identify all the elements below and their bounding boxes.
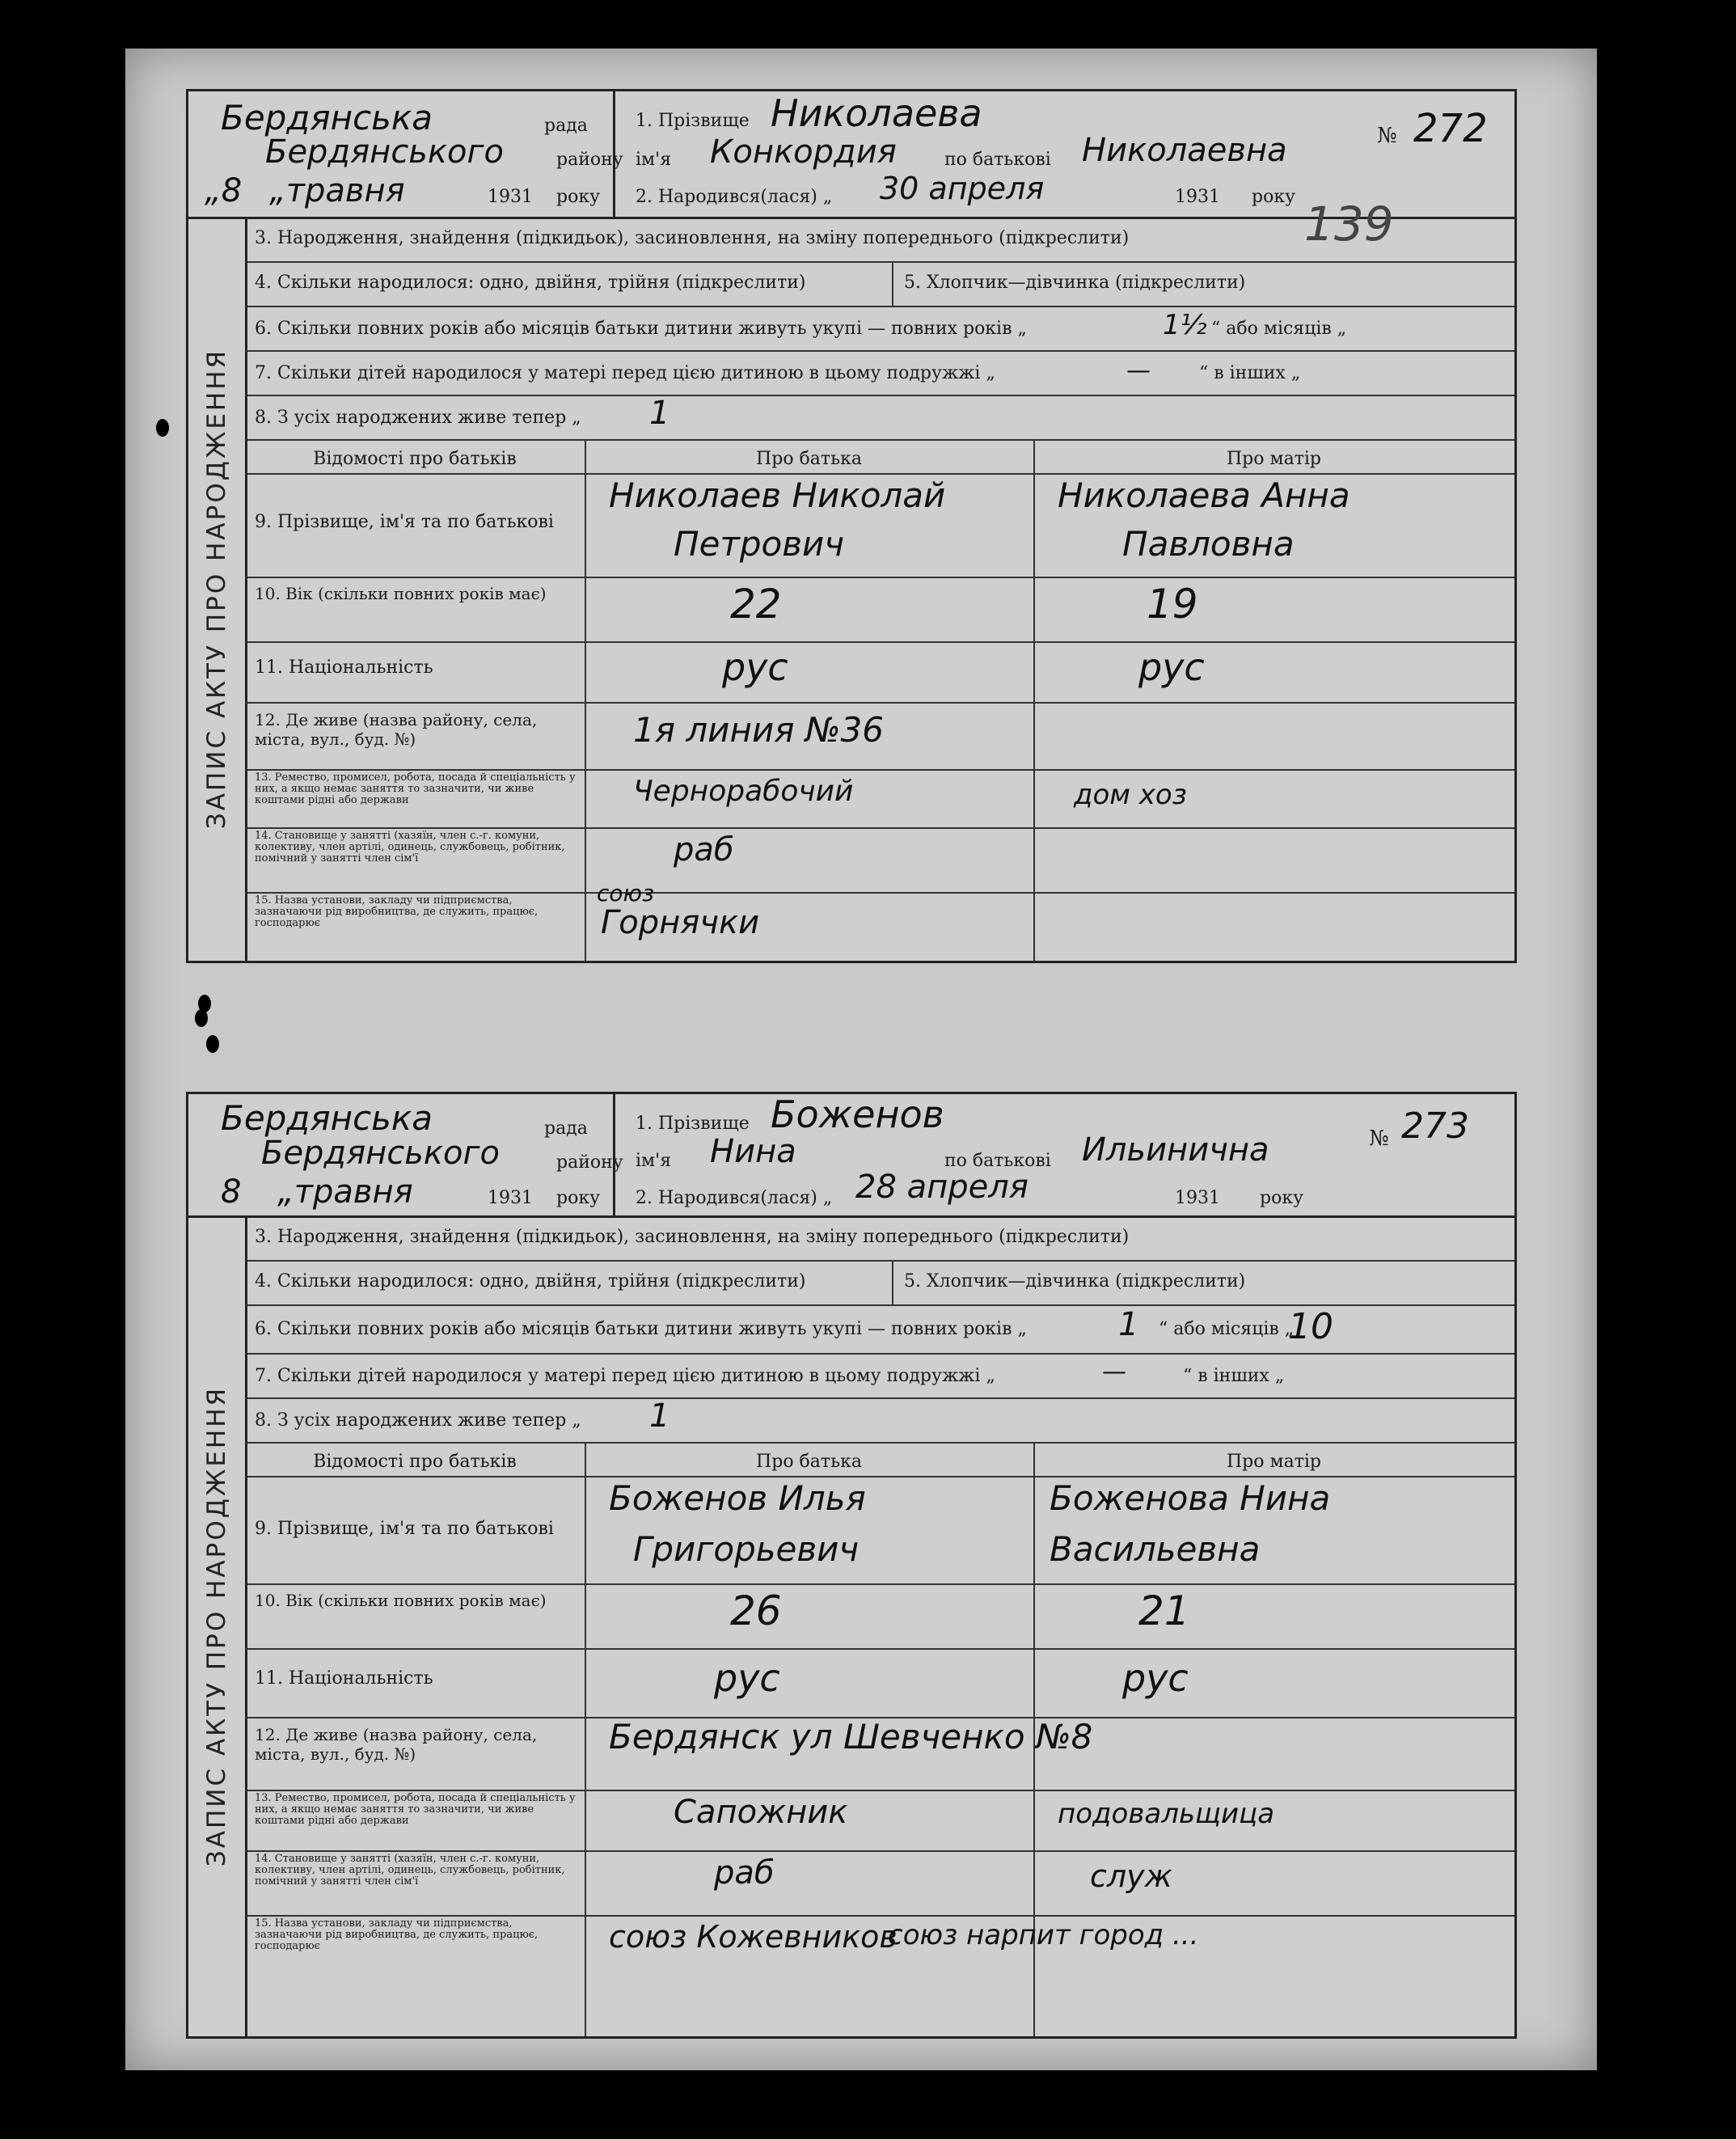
record-1-body xyxy=(245,217,1514,961)
row-6-years: 1 xyxy=(1118,1306,1139,1343)
district-handwritten: Бердянського xyxy=(261,1135,500,1172)
father-age: 22 xyxy=(730,581,782,628)
row-4-5 xyxy=(245,261,1514,307)
year-label: 1931 xyxy=(488,1188,533,1208)
punch-hole xyxy=(198,995,211,1012)
patronymic-label: по батькові xyxy=(944,150,1051,170)
father-status: раб xyxy=(714,1854,775,1892)
row-7-suffix: “ в інших „ xyxy=(1183,1366,1285,1386)
parents-header-label: Відомості про батьків xyxy=(313,1452,517,1472)
row-6-suffix: “ або місяців „ xyxy=(1211,319,1347,339)
father-name-2: Петрович xyxy=(674,524,845,564)
father-name-1: Николаев Николай xyxy=(609,476,946,515)
parents-col-labels xyxy=(245,439,586,961)
row-9-label: 9. Прізвище, ім'я та по батькові xyxy=(255,1519,554,1539)
mother-workplace: союз нарпит город ... xyxy=(888,1919,1199,1951)
row-8-value: 1 xyxy=(649,395,670,432)
surname-handwritten: Боженов xyxy=(771,1093,944,1136)
mother-column xyxy=(1033,439,1514,961)
record-1-header-place xyxy=(188,91,623,217)
row-6-label: 6. Скільки повних років або місяців батьки дитини живуть укупі — повних років „ xyxy=(255,1319,1027,1339)
row-10-label: 10. Вік (скільки повних років має) xyxy=(255,1591,547,1610)
father-name-1: Боженов Илья xyxy=(609,1478,866,1518)
father-header: Про батька xyxy=(756,1452,862,1472)
row-7-label: 7. Скільки дітей народилося у матері перед цією дитиною в цьому подружжі „ xyxy=(255,1366,995,1386)
father-workplace-2: Горнячки xyxy=(601,904,760,941)
punch-hole xyxy=(156,419,169,437)
council-handwritten: Бердянська xyxy=(221,1098,433,1138)
row-4-label: 4. Скільки народилося: одно, двійня, трійня (підкреслити) xyxy=(255,1271,806,1291)
year-label: 1931 xyxy=(488,187,533,207)
record-number-handwritten: 272 xyxy=(1413,106,1488,151)
row-8 xyxy=(245,395,1514,441)
row-14-label: 14. Становище у занятті (хазяїн, член с.-г. комуни, колективу, член артілі, одинець, службовець, робітник, помічний у занятті член сім'ї xyxy=(255,1853,565,1887)
mother-name-2: Васильевна xyxy=(1050,1529,1261,1569)
council-label: рада xyxy=(544,116,588,136)
mother-nationality: рус xyxy=(1122,1656,1189,1700)
born-year-label: 1931 xyxy=(1175,187,1220,207)
mother-name-1: Боженова Нина xyxy=(1050,1478,1331,1518)
district-handwritten: Бердянського xyxy=(265,133,504,171)
record-2-header-number xyxy=(1361,1094,1514,1215)
council-handwritten: Бердянська xyxy=(221,98,433,137)
father-workplace-1: союз xyxy=(597,880,654,907)
mother-status: служ xyxy=(1090,1858,1172,1894)
row-4-label: 4. Скільки народилося: одно, двійня, трійня (підкреслити) xyxy=(255,273,806,293)
mother-header: Про матір xyxy=(1226,449,1322,469)
row-7-suffix: “ в інших „ xyxy=(1199,363,1301,383)
born-date-handwritten: 30 апреля xyxy=(880,171,1045,206)
patronymic-label: по батькові xyxy=(944,1151,1051,1171)
side-title-text: ЗАПИС АКТУ ПРО НАРОДЖЕННЯ xyxy=(202,1385,231,1866)
name-label: ім'я xyxy=(636,150,672,170)
record-1-header-number xyxy=(1304,91,1514,252)
father-status: раб xyxy=(674,831,734,869)
number-label: № xyxy=(1369,1127,1389,1151)
row-6-years: 1½ xyxy=(1163,309,1207,341)
row-14-label: 14. Становище у занятті (хазяїн, член с.-г. комуни, колективу, член артілі, одинець, службовець, робітник, помічний у занятті член сім'ї xyxy=(255,830,565,864)
district-label: району xyxy=(556,1152,623,1173)
father-header: Про батька xyxy=(756,449,862,469)
patronymic-handwritten: Николаевна xyxy=(1082,132,1287,169)
row-7-value: — xyxy=(1126,357,1151,385)
mother-name-2: Павловна xyxy=(1122,524,1295,564)
born-label: 2. Народився(лася) „ xyxy=(636,187,833,207)
row-6-label: 6. Скільки повних років або місяців батьки дитини живуть укупі — повних років „ xyxy=(255,319,1027,339)
side-title-text: ЗАПИС АКТУ ПРО НАРОДЖЕННЯ xyxy=(202,348,231,830)
patronymic-handwritten: Ильинична xyxy=(1082,1131,1269,1169)
date-day-handwritten: „8 xyxy=(205,172,243,209)
surname-handwritten: Николаева xyxy=(771,91,982,135)
record-2 xyxy=(186,1092,1517,2039)
record-1-side-title xyxy=(188,217,247,961)
row-15-label: 15. Назва установи, закладу чи підприємства, зазначаючи рід виробництва, де служить, працює, господарює xyxy=(255,894,539,929)
year-suffix-label: року xyxy=(556,187,601,207)
name-handwritten: Нина xyxy=(710,1133,796,1170)
row-5-label: 5. Хлопчик—дівчинка (підкреслити) xyxy=(904,1271,1246,1291)
father-nationality: рус xyxy=(722,645,788,689)
born-label: 2. Народився(лася) „ xyxy=(636,1188,833,1208)
name-label: ім'я xyxy=(636,1151,672,1171)
parents-header-label: Відомості про батьків xyxy=(313,449,517,469)
row-8-label: 8. З усіх народжених живе тепер „ xyxy=(255,1410,581,1431)
document-sheet xyxy=(125,49,1597,2070)
year-suffix-label: року xyxy=(556,1188,601,1208)
row-12-label: 12. Де живе (назва району, села, міста, вул., буд. №) xyxy=(255,1725,538,1764)
parents-table xyxy=(245,439,1514,961)
row-3 xyxy=(245,1215,1514,1262)
page-number-handwritten: 139 xyxy=(1304,197,1394,252)
record-2-header-child xyxy=(613,1094,1357,1215)
row-15-label: 15. Назва установи, закладу чи підприємства, зазначаючи рід виробництва, де служить, працює, господарює xyxy=(255,1917,539,1952)
date-month-handwritten: „травня xyxy=(277,1173,413,1211)
row-12-label: 12. Де живе (назва району, села, міста, вул., буд. №) xyxy=(255,710,538,749)
mother-occupation: дом хоз xyxy=(1074,779,1187,811)
mother-header: Про матір xyxy=(1226,1452,1322,1472)
row-7-label: 7. Скільки дітей народилося у матері перед цією дитиною в цьому подружжі „ xyxy=(255,363,995,383)
born-year-label: 1931 xyxy=(1175,1188,1220,1208)
born-year-suffix: року xyxy=(1252,187,1296,207)
row-10-label: 10. Вік (скільки повних років має) xyxy=(255,584,547,603)
row-7-value: — xyxy=(1102,1358,1126,1386)
row-13-label: 13. Ремество, промисел, робота, посада й спеціальність у них, а якщо немає заняття то зазначити, чи живе коштами рідні або держави xyxy=(255,1792,576,1827)
parents-table xyxy=(245,1442,1514,2036)
record-1 xyxy=(186,89,1517,963)
father-address: 1я линия №36 xyxy=(633,710,884,750)
born-date-handwritten: 28 апреля xyxy=(855,1169,1029,1206)
district-label: району xyxy=(556,150,623,170)
mother-nationality: рус xyxy=(1138,645,1205,689)
father-address: Бердянск ул Шевченко №8 xyxy=(609,1717,1093,1756)
row-6 xyxy=(245,1304,1514,1355)
mother-occupation: подовальщица xyxy=(1058,1798,1275,1830)
record-2-side-title xyxy=(188,1215,247,2036)
born-year-suffix: року xyxy=(1260,1188,1304,1208)
row-3-label: 3. Народження, знайдення (підкидьок), засиновлення, на зміну попереднього (підкреслити) xyxy=(255,228,1130,248)
mother-age: 19 xyxy=(1147,581,1198,628)
father-name-2: Григорьевич xyxy=(633,1529,860,1569)
row-6 xyxy=(245,306,1514,352)
row-6-months: 10 xyxy=(1288,1306,1333,1347)
father-age: 26 xyxy=(730,1587,782,1634)
number-label: № xyxy=(1377,124,1397,148)
row-9-label: 9. Прізвище, ім'я та по батькові xyxy=(255,512,554,532)
father-workplace: союз Кожевников xyxy=(609,1919,898,1955)
row-6-suffix: “ або місяців „ xyxy=(1159,1319,1295,1339)
row-8-value: 1 xyxy=(649,1397,670,1435)
record-2-header xyxy=(188,1094,1514,1218)
row-8 xyxy=(245,1397,1514,1444)
surname-label: 1. Прізвище xyxy=(636,1114,750,1134)
row-3-label: 3. Народження, знайдення (підкидьок), засиновлення, на зміну попереднього (підкреслити) xyxy=(255,1227,1130,1247)
father-column xyxy=(585,439,1035,961)
row-8-label: 8. З усіх народжених живе тепер „ xyxy=(255,408,581,428)
row-11-label: 11. Національність xyxy=(255,1668,433,1689)
father-occupation: Сапожник xyxy=(674,1794,848,1831)
record-2-header-place xyxy=(188,1094,623,1215)
date-day-handwritten: 8 xyxy=(221,1173,242,1211)
punch-hole xyxy=(206,1035,219,1053)
row-4-5 xyxy=(245,1260,1514,1306)
row-13-label: 13. Ремество, промисел, робота, посада й спеціальність у них, а якщо немає заняття то зазначити, чи живе коштами рідні або держави xyxy=(255,771,576,806)
row-7 xyxy=(245,1353,1514,1399)
council-label: рада xyxy=(544,1118,588,1139)
record-number-handwritten: 273 xyxy=(1401,1105,1469,1147)
row-11-label: 11. Національність xyxy=(255,657,433,678)
record-2-body xyxy=(245,1215,1514,2036)
record-1-header-child xyxy=(613,91,1357,217)
father-nationality: рус xyxy=(714,1656,780,1700)
mother-age: 21 xyxy=(1138,1587,1190,1634)
row-7 xyxy=(245,350,1514,396)
surname-label: 1. Прізвище xyxy=(636,111,750,131)
mother-name-1: Николаева Анна xyxy=(1058,476,1350,515)
parents-col-labels xyxy=(245,1442,586,2036)
name-handwritten: Конкордия xyxy=(710,133,897,171)
date-month-handwritten: „травня xyxy=(269,172,405,209)
father-occupation: Чернорабочий xyxy=(633,775,854,808)
row-5-label: 5. Хлопчик—дівчинка (підкреслити) xyxy=(904,273,1246,293)
row-3 xyxy=(245,217,1514,263)
mother-column xyxy=(888,1442,1514,2036)
